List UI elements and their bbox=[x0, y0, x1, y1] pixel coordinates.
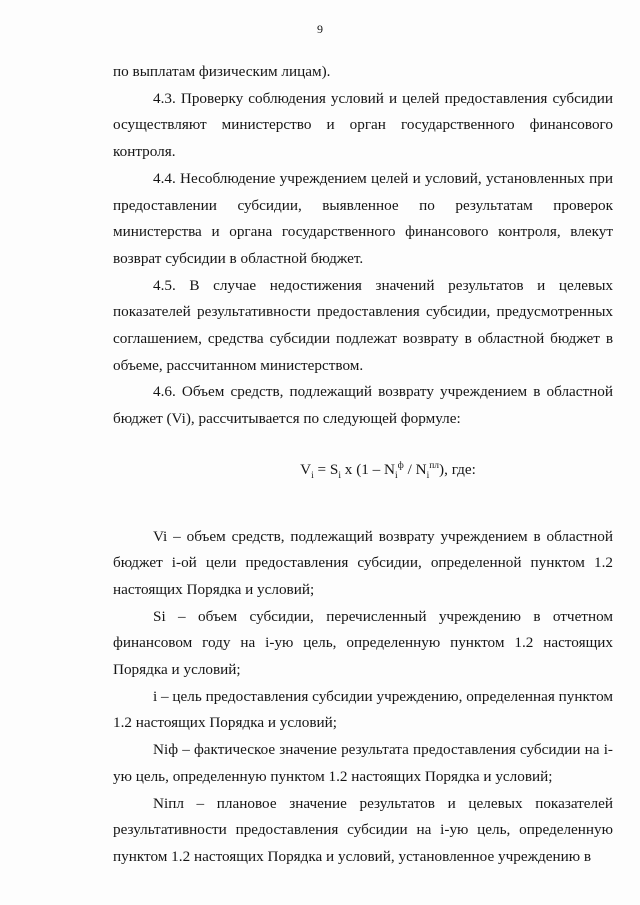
document-body bbox=[113, 59, 613, 871]
formula-mid: x (1 – N bbox=[341, 460, 395, 478]
paragraph-4-4: 4.4. Несоблюдение учреждением целей и условий, установленных при предоставлении субсидии, выявленное по результатам проверок министерства и органа государственного финансового контроля, влекут возврат субсидии в областной бюджет. bbox=[113, 169, 613, 267]
paragraph-4-1-end: по выплатам физическим лицам). bbox=[113, 63, 331, 80]
formula-nf-superscript: ф bbox=[397, 460, 404, 471]
formula-npl-superscript: пл bbox=[429, 460, 440, 471]
formula-s-index: i bbox=[338, 470, 341, 481]
definition-n-plan: Niпл – плановое значение результатов и целевых показателей результативности предоставления субсидии на i-ую цель, определенную пунктом 1.2 настоящих Порядка и условий, установленное учреждению в bbox=[113, 794, 613, 865]
refund-formula bbox=[113, 457, 613, 484]
formula-tail: ), где: bbox=[439, 460, 476, 478]
paragraph-4-6: 4.6. Объем средств, подлежащий возврату учреждением в областной бюджет (Vi), рассчитывается по следующей формуле: bbox=[113, 383, 613, 428]
formula-v-index: i bbox=[311, 470, 314, 481]
formula-nf-index: i bbox=[395, 470, 398, 481]
formula-slash: / N bbox=[403, 460, 427, 478]
formula-v: V bbox=[300, 460, 312, 478]
formula-s: S bbox=[329, 460, 339, 478]
formula-npl-index: i bbox=[426, 470, 430, 481]
paragraph-4-5: 4.5. В случае недостижения значений результатов и целевых показателей результативности предоставления субсидии, предусмотренных соглашением, средства субсидии подлежат возврату в областной бюджет в объеме, рассчитанном министерством. bbox=[113, 276, 613, 374]
page-number: 9 bbox=[317, 22, 323, 36]
definition-i: i – цель предоставления субсидии учреждению, определенная пунктом 1.2 настоящих Порядка и условий; bbox=[113, 687, 614, 732]
definition-n-fact: Niф – фактическое значение результата предоставления субсидии на i-ую цель, определенную пунктом 1.2 настоящих Порядка и условий; bbox=[113, 741, 613, 785]
formula-eq: = bbox=[313, 460, 330, 478]
definition-v: Vi – объем средств, подлежащий возврату учреждением в областной бюджет i-ой цели предоставления субсидии, определенной пунктом 1.2 настоящих Порядка и условий; bbox=[113, 527, 613, 598]
definition-s: Si – объем субсидии, перечисленный учреждению в отчетном финансовом году на i-ую цель, определенную пунктом 1.2 настоящих Порядка и условий; bbox=[113, 607, 613, 679]
paragraph-4-3: 4.3. Проверку соблюдения условий и целей предоставления субсидии осуществляют министерство и орган государственного финансового контроля. bbox=[113, 89, 613, 161]
